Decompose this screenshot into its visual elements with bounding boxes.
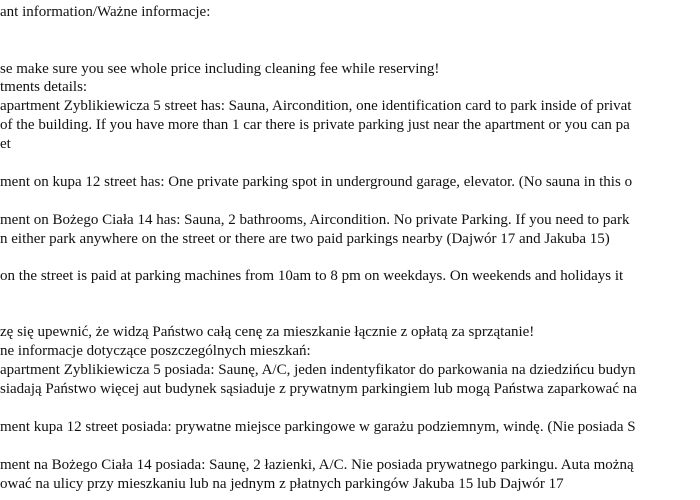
text-line-zyblikiewicza-2: of the building. If you have more than 1 car there is private parking just near the apartment or you can pa	[0, 117, 630, 133]
text-line-details-title: tments details:	[0, 79, 88, 95]
text-line-pl-zyblikiewicza-1: apartment Zyblikiewicza 5 posiada: Saunę, A/C, jeden indentyfikator do parkowania na dziedzińcu budyn	[0, 362, 636, 378]
text-line-pl-bozego-1: ment na Bożego Ciała 14 posiada: Saunę, 2 łazienki, A/C. Nie posiada prywatnego parkingu. Auta możną	[0, 457, 634, 473]
text-line-zyblikiewicza-3: et	[0, 136, 11, 152]
text-line-pl-bozego-2: ować na ulicy przy mieszkaniu lub na jednym z płatnych parkingów Jakuba 15 lub Dajwór 17	[0, 476, 564, 492]
text-line-heading: ant information/Ważne informacje:	[0, 4, 211, 20]
text-line-pl-price-note: zę się upewnić, że widzą Państwo całą cenę za mieszkanie łącznie z opłatą za sprzątanie!	[0, 324, 535, 340]
text-line-bozego-2: n either park anywhere on the street or there are two paid parkings nearby (Dajwór 17 and Jakuba 15)	[0, 231, 610, 247]
text-line-bozego-1: ment on Bożego Ciała 14 has: Sauna, 2 bathrooms, Aircondition. No private Parking. If you need to park	[0, 212, 630, 228]
text-line-zyblikiewicza-1: apartment Zyblikiewicza 5 street has: Sauna, Aircondition, one identification card to park inside of privat	[0, 98, 632, 114]
text-line-pl-kupa: ment kupa 12 street posiada: prywatne miejsce parkingowe w garażu podziemnym, windę. (Nie posiada S	[0, 419, 636, 435]
text-line-street-parking: on the street is paid at parking machines from 10am to 8 pm on weekdays. On weekends and holidays it	[0, 268, 624, 284]
text-line-pl-details-title: ne informacje dotyczące poszczególnych mieszkań:	[0, 343, 311, 359]
text-line-price-note: se make sure you see whole price including cleaning fee while reserving!	[0, 61, 440, 77]
text-line-pl-zyblikiewicza-2: siadają Państwo więcej aut budynek sąsiaduje z prywatnym parkingiem lub mogą Państwa zaparkować na	[0, 381, 637, 397]
text-line-kupa: ment on kupa 12 street has: One private parking spot in underground garage, elevator. (No sauna in this o	[0, 174, 633, 190]
